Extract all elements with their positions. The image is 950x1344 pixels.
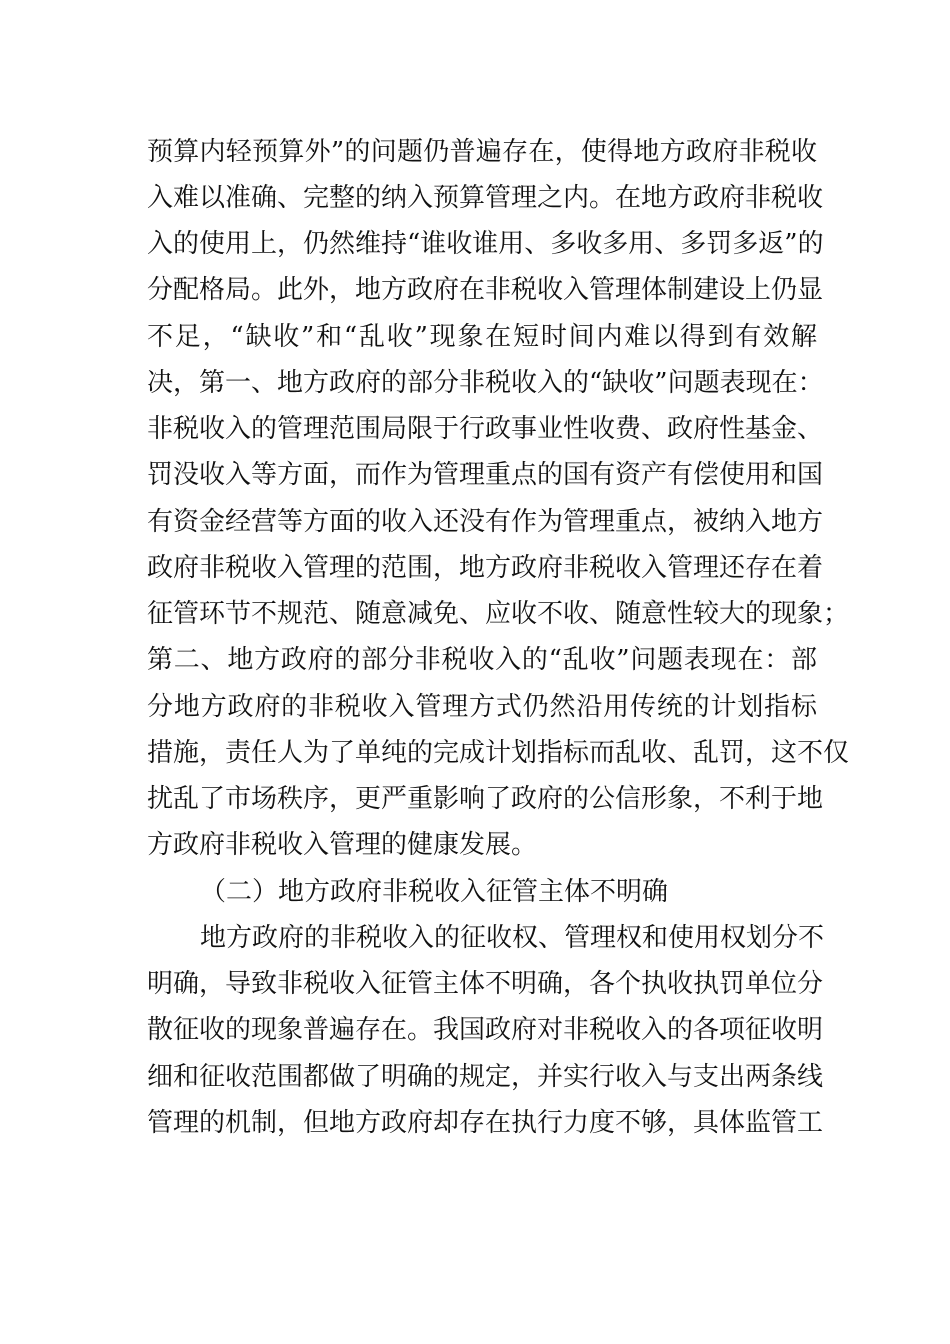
paragraph-1-line-2: 入难以准确、完整的纳入预算管理之内。在地方政府非税收 xyxy=(147,183,824,213)
paragraph-2-line-2: 明确，导致非税收入征管主体不明确，各个执收执罚单位分 xyxy=(147,969,824,999)
paragraph-1-line-6: 决，第一、地方政府的部分非税收入的“缺收”问题表现在： xyxy=(147,368,824,398)
paragraph-1-line-10: 政府非税收入管理的范围，地方政府非税收入管理还存在着 xyxy=(147,553,824,583)
paragraph-1-line-4: 分配格局。此外，地方政府在非税收入管理体制建设上仍显 xyxy=(147,275,824,305)
paragraph-1-line-9: 有资金经营等方面的收入还没有作为管理重点，被纳入地方 xyxy=(147,507,824,537)
paragraph-1-line-1: 预算内轻预算外”的问题仍普遍存在，使得地方政府非税收 xyxy=(147,137,817,167)
paragraph-1-line-16: 方政府非税收入管理的健康发展。 xyxy=(147,830,538,860)
paragraph-2-line-5: 管理的机制，但地方政府却存在执行力度不够，具体监管工 xyxy=(147,1108,824,1138)
paragraph-1-line-5: 不足，“缺收”和“乱收”现象在短时间内难以得到有效解 xyxy=(147,322,817,352)
paragraph-1-line-8: 罚没收入等方面，而作为管理重点的国有资产有偿使用和国 xyxy=(147,460,824,490)
paragraph-1-line-13: 分地方政府的非税收入管理方式仍然沿用传统的计划指标 xyxy=(147,692,817,722)
paragraph-2-line-3: 散征收的现象普遍存在。我国政府对非税收入的各项征收明 xyxy=(147,1015,824,1045)
paragraph-1-line-12: 第二、地方政府的部分非税收入的“乱收”问题表现在：部 xyxy=(147,645,817,675)
paragraph-2-line-1: 地方政府的非税收入的征收权、管理权和使用权划分不 xyxy=(200,923,825,953)
paragraph-1-line-3: 入的使用上，仍然维持“谁收谁用、多收多用、多罚多返”的 xyxy=(147,229,824,259)
paragraph-2-line-4: 细和征收范围都做了明确的规定，并实行收入与支出两条线 xyxy=(147,1062,824,1092)
section-heading: （二）地方政府非税收入征管主体不明确 xyxy=(200,877,669,907)
paragraph-1-line-15: 扰乱了市场秩序，更严重影响了政府的公信形象，不利于地 xyxy=(147,784,824,814)
paragraph-1-line-7: 非税收入的管理范围局限于行政事业性收费、政府性基金、 xyxy=(147,414,824,444)
paragraph-1-line-11: 征管环节不规范、随意减免、应收不收、随意性较大的现象； xyxy=(147,599,850,629)
paragraph-1-line-14: 措施，责任人为了单纯的完成计划指标而乱收、乱罚，这不仅 xyxy=(147,738,850,768)
